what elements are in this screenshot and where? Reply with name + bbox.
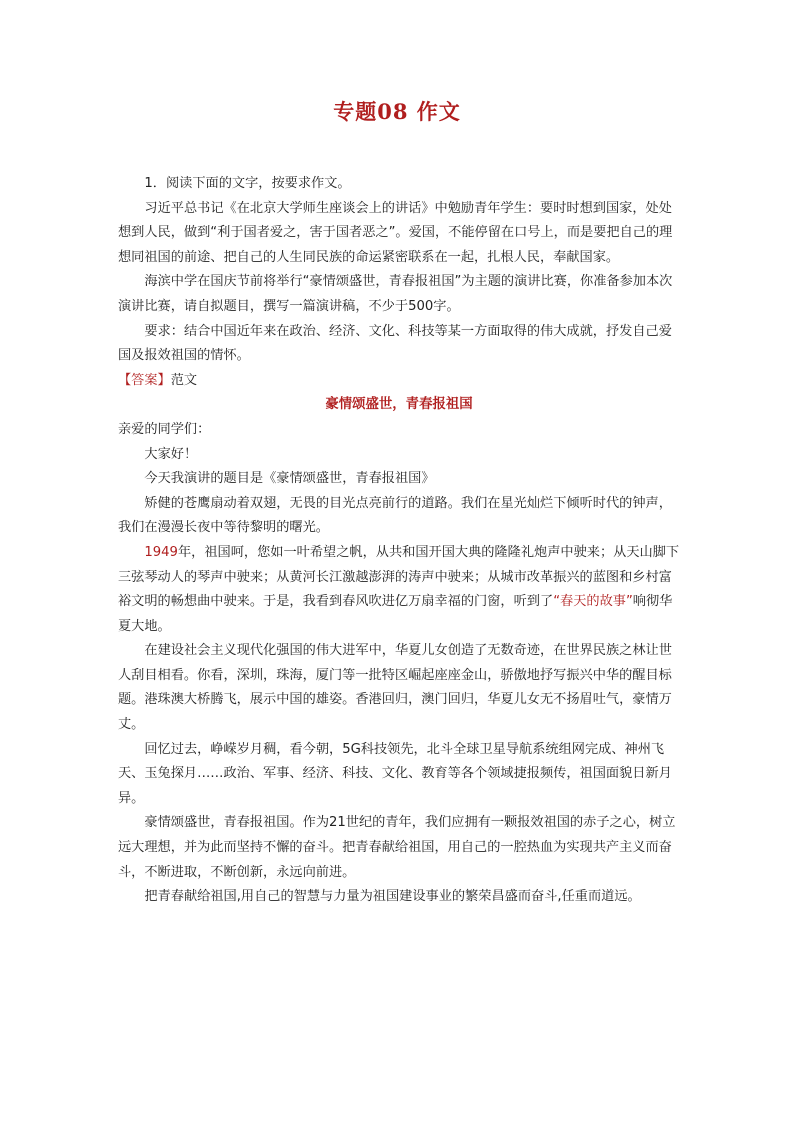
essay-paragraph-7: 把青春献给祖国,用自己的智慧与力量为祖国建设事业的繁荣昌盛而奋斗,任重而道远。 — [144, 889, 641, 905]
essay-greeting: 大家好！ — [144, 446, 198, 462]
question-paragraph-1: 习近平总书记《在北京大学师生座谈会上的讲话》中勉励青年学生：要时时想到国家，处处想到人民，做到“利于国者爱之，害于国者恶之”。爱国，不能停留在口号上，而是要把自己的理想同祖国的前途、把自己的人生同民族的命运紧密联系在一起，扎根人民，奉献国家。 — [118, 200, 673, 265]
page-title: 专题08 作文 — [333, 99, 461, 124]
essay-paragraph-4: 在建设社会主义现代化强国的伟大进军中，华夏儿女创造了无数奇迹，在世界民族之林让世人刮目相看。你看，深圳，珠海，厦门等一批特区崛起座座金山，骄傲地抒写振兴中华的醒目标题。港珠澳大桥腾飞，展示中国的雄姿。香港回归，澳门回归，华夏儿女无不扬眉吐气，豪情万丈。 — [118, 643, 672, 733]
essay-paragraph-6: 豪情颂盛世，青春报祖国。作为21世纪的青年，我们应拥有一颗报效祖国的赤子之心，树立远大理想，并为此而坚持不懈的奋斗。把青春献给祖国，用自己的一腔热血为实现共产主义而奋斗，不断进取，不断创新，永远向前进。 — [118, 815, 676, 880]
essay-paragraph-3 — [118, 541, 680, 639]
essay-paragraph-3-text-a: 年，祖国呵，您如一叶希望之帆，从共和国开国大典的隆隆礼炮声中驶来；从天山脚下三弦琴动人的琴声中驶来；从黄河长江激越澎湃的涛声中驶来；从城市改革振兴的蓝图和乡村富裕文明的畅想曲中驶来。于是，我看到春风吹进亿万扇幸福的门窗，听到了 — [118, 544, 680, 610]
essay-paragraph-1: 今天我演讲的题目是《豪情颂盛世，青春报祖国》 — [144, 471, 435, 487]
essay-paragraph-5: 回忆过去，峥嵘岁月稠，看今朝，5G科技领先，北斗全球卫星导航系统组网完成、神州飞天、玉兔探月……政治、军事、经济、科技、文化、教育等各个领域捷报频传，祖国面貌日新月异。 — [118, 741, 672, 806]
answer-label: 范文 — [170, 372, 198, 388]
question-prompt-text: 阅读下面的文字，按要求作文。 — [165, 176, 351, 191]
essay-paragraph-3-text-b: 响彻华夏大地。 — [118, 594, 673, 634]
essay-year: 1949 — [144, 544, 178, 560]
document-body — [118, 172, 680, 910]
question-prompt — [118, 172, 680, 197]
essay-paragraph-2: 矫健的苍鹰扇动着双翅，无畏的目光点亮前行的道路。我们在星光灿烂下倾听时代的钟声，我们在漫漫长夜中等待黎明的曙光。 — [118, 495, 672, 536]
question-paragraph-2: 海滨中学在国庆节前将举行“豪情颂盛世，青春报祖国”为主题的演讲比赛，你准备参加本次演讲比赛，请自拟题目，撰写一篇演讲稿，不少于500字。 — [118, 274, 673, 314]
essay-quote: “春天的故事” — [553, 594, 633, 610]
essay-title: 豪情颂盛世，青春报祖国 — [325, 397, 473, 413]
answer-line — [118, 369, 680, 394]
essay-salutation: 亲爱的同学们： — [118, 421, 211, 437]
answer-tag: 【答案】 — [118, 372, 171, 388]
question-requirements: 要求：结合中国近年来在政治、经济、文化、科技等某一方面取得的伟大成就，抒发自己爱国及报效祖国的情怀。 — [118, 323, 672, 364]
question-number: 1． — [144, 176, 166, 191]
